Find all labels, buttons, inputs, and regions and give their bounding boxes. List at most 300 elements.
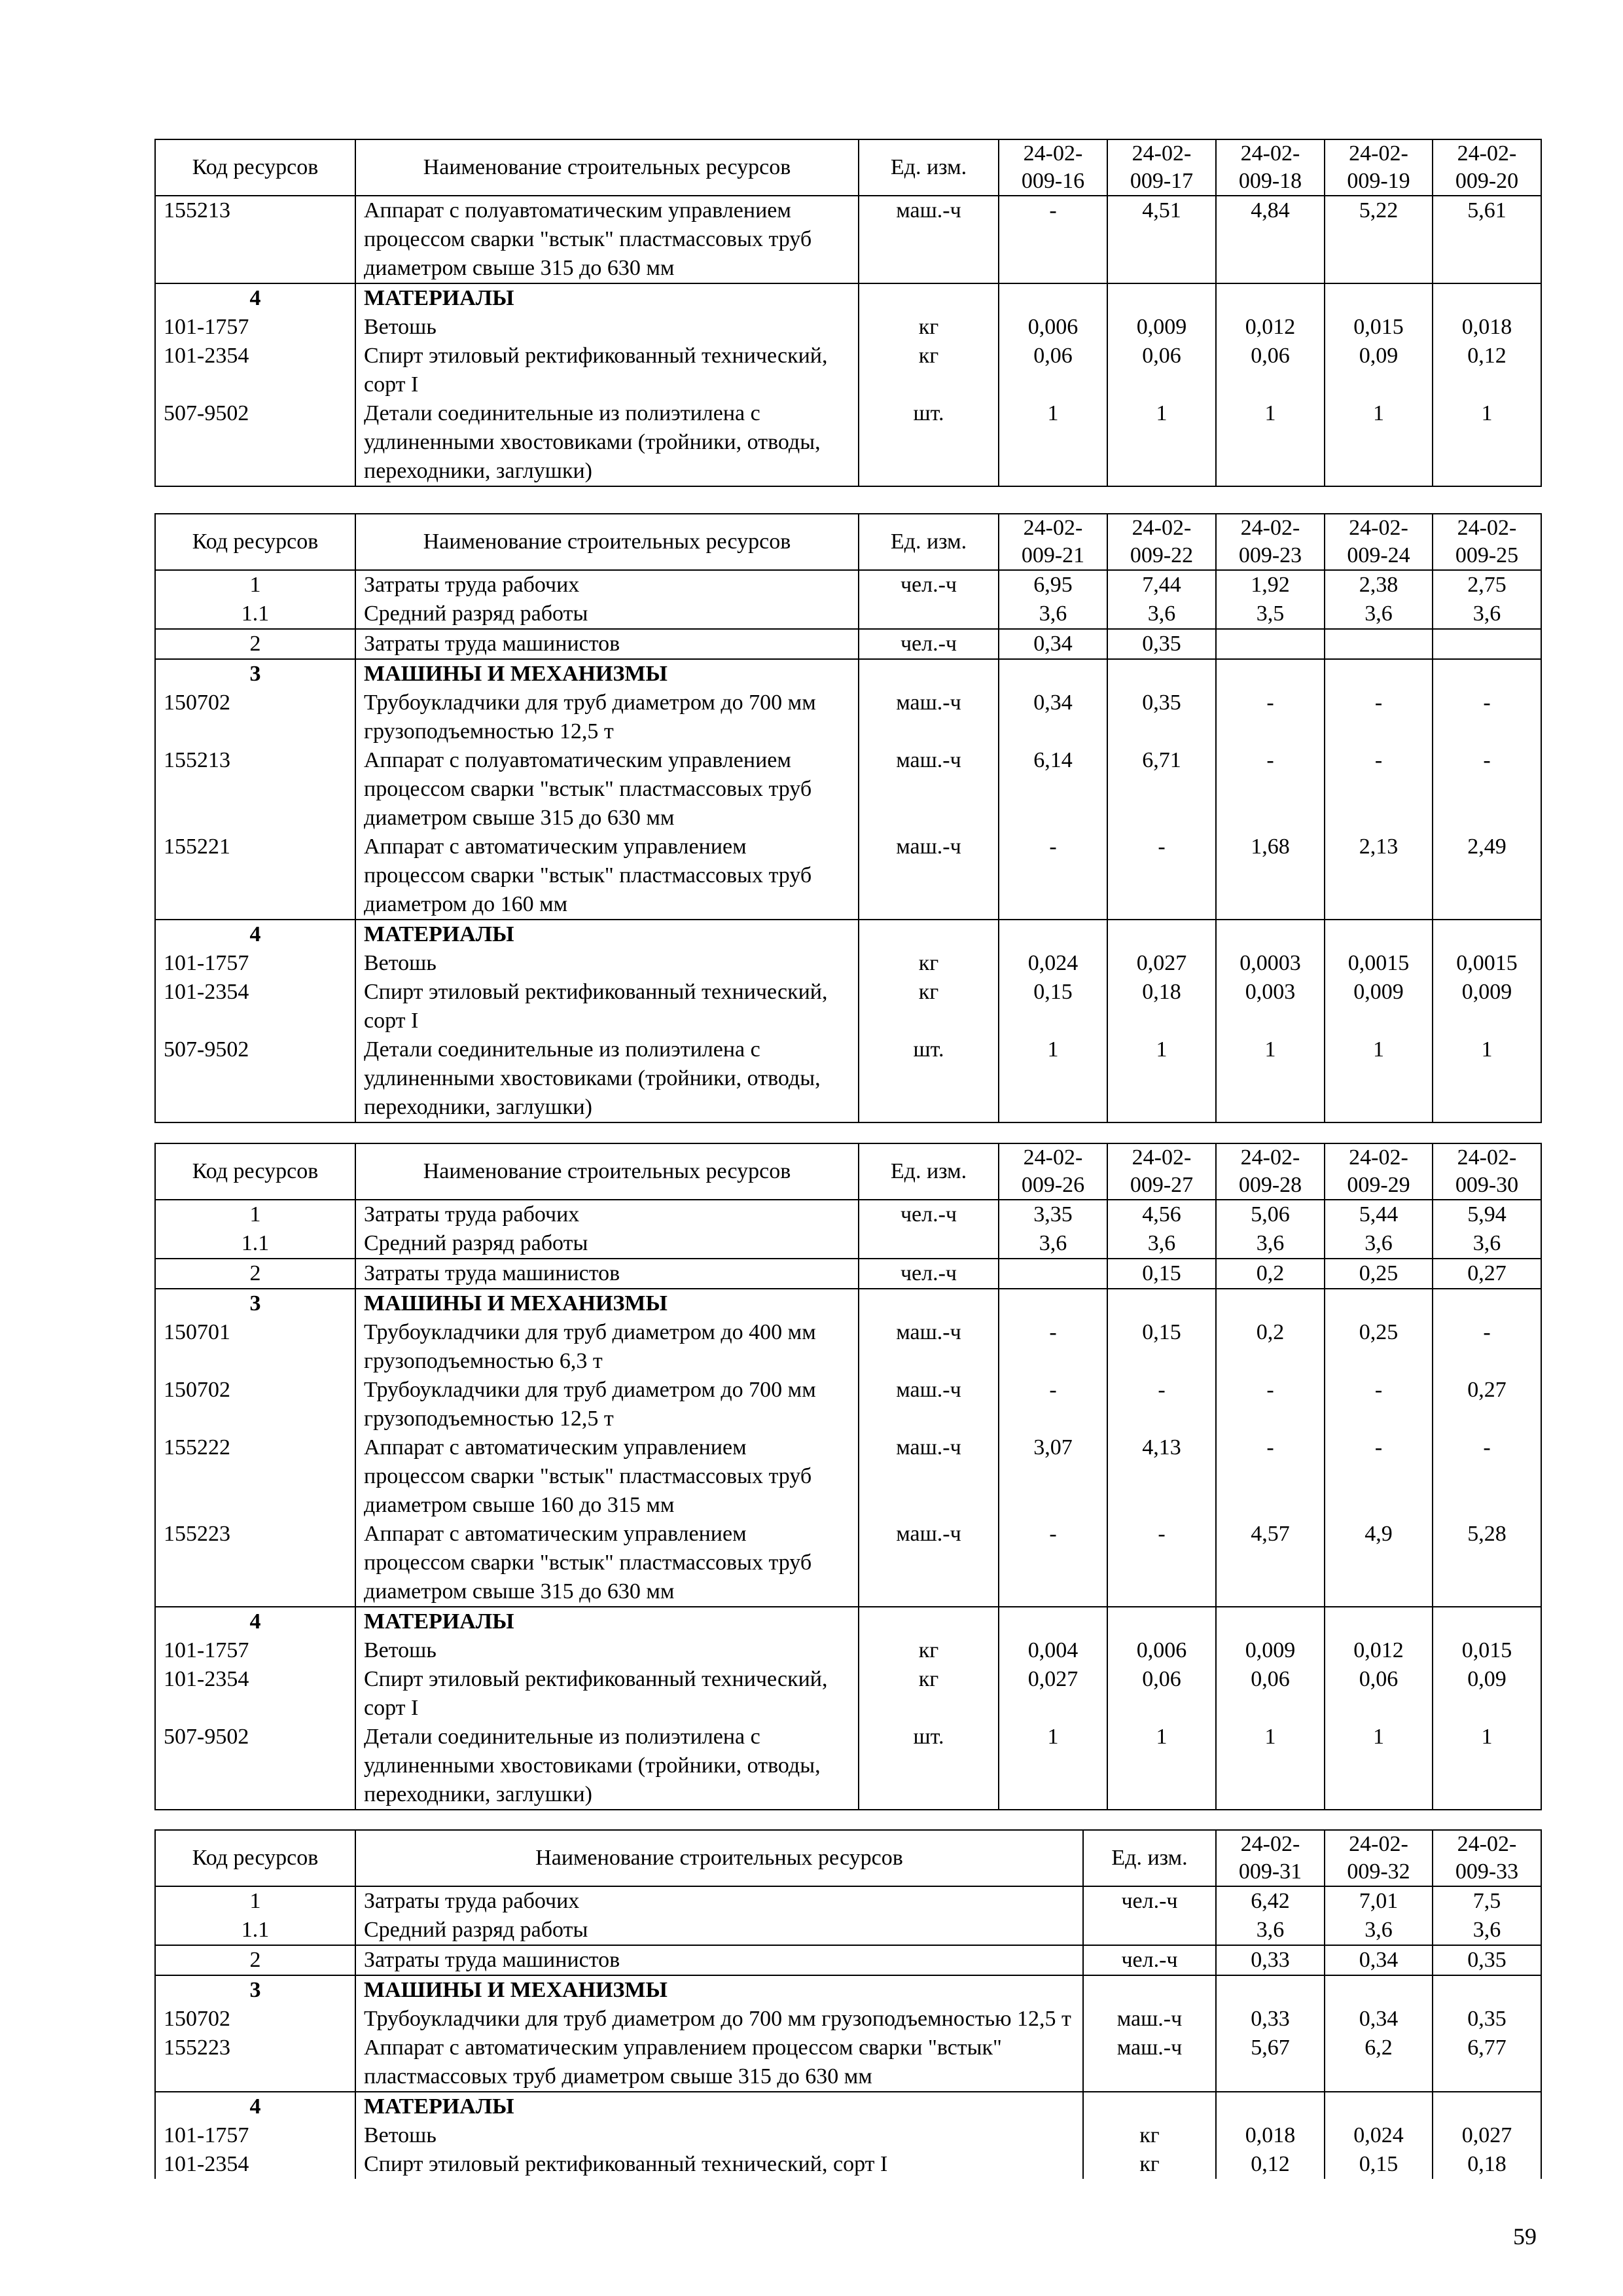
resource-value: -: [1216, 1433, 1325, 1520]
resource-name: Спирт этиловый ректификованный технический, сорт I: [355, 342, 859, 399]
table-row: [155, 949, 1541, 978]
resource-value: 1: [1325, 399, 1433, 486]
resource-value: 0,09: [1325, 342, 1433, 399]
resource-value: 0,34: [1325, 1945, 1433, 1975]
resource-unit: чел.-ч: [859, 1200, 999, 1229]
resource-value: 0,0003: [1216, 949, 1325, 978]
resource-unit: [859, 1229, 999, 1259]
resource-unit: кг: [859, 313, 999, 342]
resource-value: 0,18: [1433, 2150, 1541, 2179]
resource-value: 0,06: [1107, 1665, 1216, 1723]
table-row: [155, 342, 1541, 399]
resource-value: 2,75: [1433, 570, 1541, 600]
resource-name: Средний разряд работы: [355, 1916, 1083, 1945]
resource-value: 0,009: [1325, 978, 1433, 1035]
resource-code: 101-2354: [155, 978, 355, 1035]
resource-value: 3,6: [1433, 600, 1541, 629]
table-row: [155, 1318, 1541, 1376]
resource-name: Детали соединительные из полиэтилена с удлиненными хвостовиками (тройники, отводы, переходники, заглушки): [355, 1035, 859, 1122]
resource-value: 1: [1216, 1035, 1325, 1122]
resource-value: 6,71: [1107, 746, 1216, 833]
resource-value: 1: [999, 399, 1107, 486]
resource-value: 0,12: [1433, 342, 1541, 399]
header-norm: 24-02- 009-25: [1433, 514, 1541, 570]
resource-name: Затраты труда машинистов: [355, 1945, 1083, 1975]
resource-unit: маш.-ч: [859, 746, 999, 833]
header-norm: 24-02- 009-20: [1433, 139, 1541, 196]
resource-name: Детали соединительные из полиэтилена с удлиненными хвостовиками (тройники, отводы, переходники, заглушки): [355, 1723, 859, 1810]
table-row: [155, 399, 1541, 486]
table-row: [155, 2121, 1541, 2150]
resource-value: 3,6: [1325, 600, 1433, 629]
resource-value: 6,42: [1216, 1886, 1325, 1916]
resource-value: 0,018: [1433, 313, 1541, 342]
resource-value: -: [1216, 746, 1325, 833]
header-name: Наименование строительных ресурсов: [355, 1143, 859, 1200]
resource-value: 4,9: [1325, 1520, 1433, 1607]
resource-value: -: [1216, 1376, 1325, 1433]
resource-group: [155, 1607, 1541, 1810]
resource-code: 150701: [155, 1318, 355, 1376]
table-row: [155, 746, 1541, 833]
resource-value: 4,56: [1107, 1200, 1216, 1229]
resource-value: 0,27: [1433, 1376, 1541, 1433]
resource-value: 1,68: [1216, 833, 1325, 920]
resource-value: 6,95: [999, 570, 1107, 600]
resource-name: Затраты труда рабочих: [355, 1886, 1083, 1916]
resource-value: 5,67: [1216, 2034, 1325, 2092]
resource-name: Аппарат с автоматическим управлением процессом сварки "встык" пластмассовых труб диаметром до 160 мм: [355, 833, 859, 920]
resource-name: Средний разряд работы: [355, 1229, 859, 1259]
resource-unit: маш.-ч: [859, 196, 999, 283]
resource-value: 0,06: [1325, 1665, 1433, 1723]
header-code: Код ресурсов: [155, 1143, 355, 1200]
resource-value: 1,92: [1216, 570, 1325, 600]
table-row: [155, 1035, 1541, 1122]
section-title: МАТЕРИАЛЫ: [355, 283, 859, 313]
resource-value: 6,14: [999, 746, 1107, 833]
section-title: МАТЕРИАЛЫ: [355, 920, 859, 949]
resource-code: 2: [155, 1259, 355, 1289]
resource-value: 0,009: [1107, 313, 1216, 342]
resource-unit: шт.: [859, 1035, 999, 1122]
table-row: [155, 1665, 1541, 1723]
header-norm: 24-02- 009-22: [1107, 514, 1216, 570]
resource-value: 0,35: [1107, 689, 1216, 746]
resource-value: 1: [1325, 1035, 1433, 1122]
resource-name: Аппарат с полуавтоматическим управлением процессом сварки "встык" пластмассовых труб диаметром свыше 315 до 630 мм: [355, 746, 859, 833]
resource-value: 0,027: [1107, 949, 1216, 978]
resource-value: 1: [1216, 1723, 1325, 1810]
table-row: [155, 1433, 1541, 1520]
section-row: [155, 1975, 1541, 2005]
resource-value: -: [999, 1318, 1107, 1376]
resource-value: -: [1325, 1433, 1433, 1520]
table-row: [155, 1886, 1541, 1916]
resource-value: 0,004: [999, 1636, 1107, 1665]
resource-unit: чел.-ч: [859, 629, 999, 659]
resource-group: [155, 283, 1541, 486]
header-name: Наименование строительных ресурсов: [355, 1830, 1083, 1886]
section-code: 4: [155, 2092, 355, 2121]
table-row: [155, 1229, 1541, 1259]
resource-value: 1: [1107, 399, 1216, 486]
resource-name: Аппарат с полуавтоматическим управлением процессом сварки "встык" пластмассовых труб диаметром свыше 315 до 630 мм: [355, 196, 859, 283]
resource-value: -: [1433, 746, 1541, 833]
resource-group: [155, 659, 1541, 920]
resource-unit: кг: [859, 1665, 999, 1723]
resource-name: Трубоукладчики для труб диаметром до 700 мм грузоподъемностью 12,5 т: [355, 1376, 859, 1433]
resource-table-4: [154, 1829, 1542, 2179]
resource-code: 101-1757: [155, 949, 355, 978]
resource-unit: чел.-ч: [859, 570, 999, 600]
resource-code: 155223: [155, 2034, 355, 2092]
resource-value: 0,18: [1107, 978, 1216, 1035]
resource-code: 101-1757: [155, 1636, 355, 1665]
resource-value: 0,027: [999, 1665, 1107, 1723]
table-row: [155, 1200, 1541, 1229]
resource-code: 101-1757: [155, 313, 355, 342]
resource-group: [155, 1945, 1541, 1975]
resource-value: 1: [999, 1035, 1107, 1122]
resource-value: 3,6: [1216, 1916, 1325, 1945]
resource-value: 0,06: [1216, 342, 1325, 399]
resource-value: 7,01: [1325, 1886, 1433, 1916]
table-row: [155, 833, 1541, 920]
resource-code: 1.1: [155, 1916, 355, 1945]
resource-value: 3,35: [999, 1200, 1107, 1229]
resource-value: 3,6: [1216, 1229, 1325, 1259]
resource-value: 0,012: [1216, 313, 1325, 342]
section-title: МАШИНЫ И МЕХАНИЗМЫ: [355, 659, 859, 689]
resource-value: 3,6: [999, 1229, 1107, 1259]
resource-unit: маш.-ч: [859, 833, 999, 920]
resource-value: 7,44: [1107, 570, 1216, 600]
resource-value: 0,06: [999, 342, 1107, 399]
resource-value: 0,027: [1433, 2121, 1541, 2150]
resource-value: 2,49: [1433, 833, 1541, 920]
header-norm: 24-02- 009-28: [1216, 1143, 1325, 1200]
resource-value: 3,6: [999, 600, 1107, 629]
table-row: [155, 1520, 1541, 1607]
resource-value: 5,44: [1325, 1200, 1433, 1229]
resource-value: 0,009: [1433, 978, 1541, 1035]
resource-value: 0,003: [1216, 978, 1325, 1035]
resource-unit: чел.-ч: [1083, 1945, 1216, 1975]
section-code: 4: [155, 1607, 355, 1636]
resource-value: 1: [1433, 399, 1541, 486]
resource-value: 0,27: [1433, 1259, 1541, 1289]
resource-value: 1: [1433, 1723, 1541, 1810]
resource-value: -: [1325, 746, 1433, 833]
resource-value: 5,22: [1325, 196, 1433, 283]
resource-value: 0,06: [1107, 342, 1216, 399]
resource-value: [1216, 629, 1325, 659]
resource-unit: кг: [1083, 2150, 1216, 2179]
resource-code: 155222: [155, 1433, 355, 1520]
resource-value: 3,07: [999, 1433, 1107, 1520]
header-norm: 24-02- 009-19: [1325, 139, 1433, 196]
resource-value: 0,15: [1107, 1318, 1216, 1376]
table-row: [155, 1259, 1541, 1289]
resource-value: 3,6: [1433, 1229, 1541, 1259]
section-title: МАШИНЫ И МЕХАНИЗМЫ: [355, 1289, 859, 1318]
resource-value: 0,06: [1216, 1665, 1325, 1723]
resource-value: 5,28: [1433, 1520, 1541, 1607]
resource-code: 101-2354: [155, 342, 355, 399]
header-code: Код ресурсов: [155, 139, 355, 196]
table-row: [155, 196, 1541, 283]
table-row: [155, 629, 1541, 659]
resource-value: -: [999, 196, 1107, 283]
resource-value: 5,61: [1433, 196, 1541, 283]
resource-value: 1: [1107, 1035, 1216, 1122]
resource-value: 0,33: [1216, 2005, 1325, 2034]
table-row: [155, 1945, 1541, 1975]
resource-value: 0,0015: [1433, 949, 1541, 978]
resource-value: 0,34: [1325, 2005, 1433, 2034]
header-norm: 24-02- 009-18: [1216, 139, 1325, 196]
resource-value: -: [1433, 689, 1541, 746]
resource-name: Спирт этиловый ректификованный технический, сорт I: [355, 2150, 1083, 2179]
table-row: [155, 600, 1541, 629]
resource-name: Ветошь: [355, 1636, 859, 1665]
table-row: [155, 1376, 1541, 1433]
section-title: МАТЕРИАЛЫ: [355, 1607, 859, 1636]
resource-code: 150702: [155, 689, 355, 746]
header-code: Код ресурсов: [155, 514, 355, 570]
resource-value: -: [1107, 833, 1216, 920]
resource-group: [155, 1289, 1541, 1607]
resource-name: Детали соединительные из полиэтилена с удлиненными хвостовиками (тройники, отводы, переходники, заглушки): [355, 399, 859, 486]
section-title: МАШИНЫ И МЕХАНИЗМЫ: [355, 1975, 1083, 2005]
resource-value: 6,77: [1433, 2034, 1541, 2092]
table-header-row: [155, 139, 1541, 196]
resource-value: 0,35: [1107, 629, 1216, 659]
resource-unit: маш.-ч: [859, 689, 999, 746]
resource-value: 1: [1107, 1723, 1216, 1810]
resource-unit: чел.-ч: [1083, 1886, 1216, 1916]
resource-name: Трубоукладчики для труб диаметром до 700 мм грузоподъемностью 12,5 т: [355, 2005, 1083, 2034]
header-code: Код ресурсов: [155, 1830, 355, 1886]
resource-group: [155, 1886, 1541, 1945]
section-code: 3: [155, 1975, 355, 2005]
resource-unit: [859, 600, 999, 629]
table-row: [155, 1723, 1541, 1810]
resource-value: 4,51: [1107, 196, 1216, 283]
resource-name: Трубоукладчики для труб диаметром до 700 мм грузоподъемностью 12,5 т: [355, 689, 859, 746]
resource-table-3: [154, 1143, 1542, 1810]
resource-name: Затраты труда машинистов: [355, 629, 859, 659]
resource-value: -: [1325, 689, 1433, 746]
resource-value: 0,35: [1433, 2005, 1541, 2034]
header-norm: 24-02- 009-30: [1433, 1143, 1541, 1200]
resource-value: 0,2: [1216, 1259, 1325, 1289]
header-unit: Ед. изм.: [859, 514, 999, 570]
resource-unit: маш.-ч: [1083, 2005, 1216, 2034]
header-unit: Ед. изм.: [1083, 1830, 1216, 1886]
resource-value: [1325, 629, 1433, 659]
resource-value: 0,012: [1325, 1636, 1433, 1665]
section-row: [155, 283, 1541, 313]
resource-code: 101-2354: [155, 1665, 355, 1723]
resource-value: 0,34: [999, 629, 1107, 659]
table-row: [155, 2034, 1541, 2092]
table-header-row: [155, 1830, 1541, 1886]
resource-code: 2: [155, 1945, 355, 1975]
table-row: [155, 570, 1541, 600]
resource-value: 3,6: [1433, 1916, 1541, 1945]
table-row: [155, 313, 1541, 342]
table-row: [155, 1636, 1541, 1665]
resource-code: 1.1: [155, 1229, 355, 1259]
resource-value: 6,2: [1325, 2034, 1433, 2092]
resource-code: 155223: [155, 1520, 355, 1607]
header-norm: 24-02- 009-27: [1107, 1143, 1216, 1200]
header-unit: Ед. изм.: [859, 1143, 999, 1200]
resource-name: Аппарат с автоматическим управлением процессом сварки "встык" пластмассовых труб диаметром свыше 160 до 315 мм: [355, 1433, 859, 1520]
resource-value: 0,34: [999, 689, 1107, 746]
resource-code: 1.1: [155, 600, 355, 629]
resource-unit: кг: [1083, 2121, 1216, 2150]
resource-value: 0,09: [1433, 1665, 1541, 1723]
resource-value: 0,33: [1216, 1945, 1325, 1975]
resource-code: 2: [155, 629, 355, 659]
resource-unit: [1083, 1916, 1216, 1945]
resource-name: Ветошь: [355, 313, 859, 342]
resource-code: 150702: [155, 2005, 355, 2034]
table-header-row: [155, 514, 1541, 570]
resource-value: -: [1216, 689, 1325, 746]
header-norm: 24-02- 009-32: [1325, 1830, 1433, 1886]
resource-unit: маш.-ч: [859, 1433, 999, 1520]
resource-value: 0,009: [1216, 1636, 1325, 1665]
resource-value: 3,6: [1107, 1229, 1216, 1259]
resource-value: 3,5: [1216, 600, 1325, 629]
resource-code: 101-2354: [155, 2150, 355, 2179]
resource-value: 1: [1433, 1035, 1541, 1122]
resource-group: [155, 920, 1541, 1122]
resource-value: 4,57: [1216, 1520, 1325, 1607]
resource-name: Затраты труда рабочих: [355, 1200, 859, 1229]
table-row: [155, 689, 1541, 746]
header-norm: 24-02- 009-16: [999, 139, 1107, 196]
resource-name: Средний разряд работы: [355, 600, 859, 629]
resource-value: 3,6: [1107, 600, 1216, 629]
resource-unit: кг: [859, 978, 999, 1035]
resource-value: -: [999, 1520, 1107, 1607]
header-norm: 24-02- 009-23: [1216, 514, 1325, 570]
section-row: [155, 920, 1541, 949]
resource-value: 0,015: [1325, 313, 1433, 342]
header-name: Наименование строительных ресурсов: [355, 514, 859, 570]
header-unit: Ед. изм.: [859, 139, 999, 196]
header-norm: 24-02- 009-17: [1107, 139, 1216, 196]
resource-value: 0,006: [1107, 1636, 1216, 1665]
resource-unit: маш.-ч: [859, 1520, 999, 1607]
section-code: 3: [155, 1289, 355, 1318]
resource-value: -: [1107, 1520, 1216, 1607]
resource-name: Затраты труда рабочих: [355, 570, 859, 600]
resource-value: 1: [1325, 1723, 1433, 1810]
resource-group: [155, 2092, 1541, 2179]
resource-value: 0,006: [999, 313, 1107, 342]
section-title: МАТЕРИАЛЫ: [355, 2092, 1083, 2121]
header-name: Наименование строительных ресурсов: [355, 139, 859, 196]
section-code: 4: [155, 283, 355, 313]
header-norm: 24-02- 009-29: [1325, 1143, 1433, 1200]
resource-value: 2,13: [1325, 833, 1433, 920]
resource-code: 155213: [155, 196, 355, 283]
resource-value: 0,25: [1325, 1259, 1433, 1289]
resource-value: 0,015: [1433, 1636, 1541, 1665]
resource-unit: кг: [859, 949, 999, 978]
resource-code: 155213: [155, 746, 355, 833]
resource-unit: маш.-ч: [859, 1318, 999, 1376]
resource-name: Аппарат с автоматическим управлением процессом сварки "встык" пластмассовых труб диаметром свыше 315 до 630 мм: [355, 1520, 859, 1607]
table-row: [155, 2150, 1541, 2179]
resource-value: 0,024: [999, 949, 1107, 978]
header-norm: 24-02- 009-24: [1325, 514, 1433, 570]
resource-value: -: [1325, 1376, 1433, 1433]
table-row: [155, 978, 1541, 1035]
resource-name: Ветошь: [355, 949, 859, 978]
resource-value: [1433, 629, 1541, 659]
resource-unit: шт.: [859, 399, 999, 486]
resource-group: [155, 1975, 1541, 2092]
table-row: [155, 1916, 1541, 1945]
section-row: [155, 1289, 1541, 1318]
resource-value: 4,13: [1107, 1433, 1216, 1520]
resource-code: 507-9502: [155, 399, 355, 486]
resource-value: 7,5: [1433, 1886, 1541, 1916]
resource-group: [155, 1200, 1541, 1259]
resource-value: 0,15: [1325, 2150, 1433, 2179]
resource-table-2: [154, 513, 1542, 1123]
resource-group: [155, 629, 1541, 659]
resource-code: 101-1757: [155, 2121, 355, 2150]
resource-table-1: [154, 139, 1542, 487]
table-header-row: [155, 1143, 1541, 1200]
resource-group: [155, 570, 1541, 629]
section-row: [155, 2092, 1541, 2121]
resource-value: 4,84: [1216, 196, 1325, 283]
resource-value: 2,38: [1325, 570, 1433, 600]
resource-name: Затраты труда машинистов: [355, 1259, 859, 1289]
resource-code: 155221: [155, 833, 355, 920]
resource-code: 1: [155, 1886, 355, 1916]
resource-code: 507-9502: [155, 1723, 355, 1810]
resource-code: 507-9502: [155, 1035, 355, 1122]
page-number: 59: [1513, 2223, 1537, 2250]
resource-name: Аппарат с автоматическим управлением процессом сварки "встык" пластмассовых труб диаметром свыше 315 до 630 мм: [355, 2034, 1083, 2092]
resource-value: 0,15: [1107, 1259, 1216, 1289]
resource-unit: кг: [859, 342, 999, 399]
resource-value: 0,2: [1216, 1318, 1325, 1376]
resource-value: 0,12: [1216, 2150, 1325, 2179]
resource-value: -: [1107, 1376, 1216, 1433]
resource-value: 0,0015: [1325, 949, 1433, 978]
resource-value: -: [999, 833, 1107, 920]
resource-value: 0,15: [999, 978, 1107, 1035]
resource-unit: кг: [859, 1636, 999, 1665]
resource-name: Спирт этиловый ректификованный технический, сорт I: [355, 1665, 859, 1723]
resource-value: 3,6: [1325, 1229, 1433, 1259]
resource-code: 150702: [155, 1376, 355, 1433]
resource-group: [155, 1259, 1541, 1289]
resource-unit: чел.-ч: [859, 1259, 999, 1289]
section-row: [155, 1607, 1541, 1636]
